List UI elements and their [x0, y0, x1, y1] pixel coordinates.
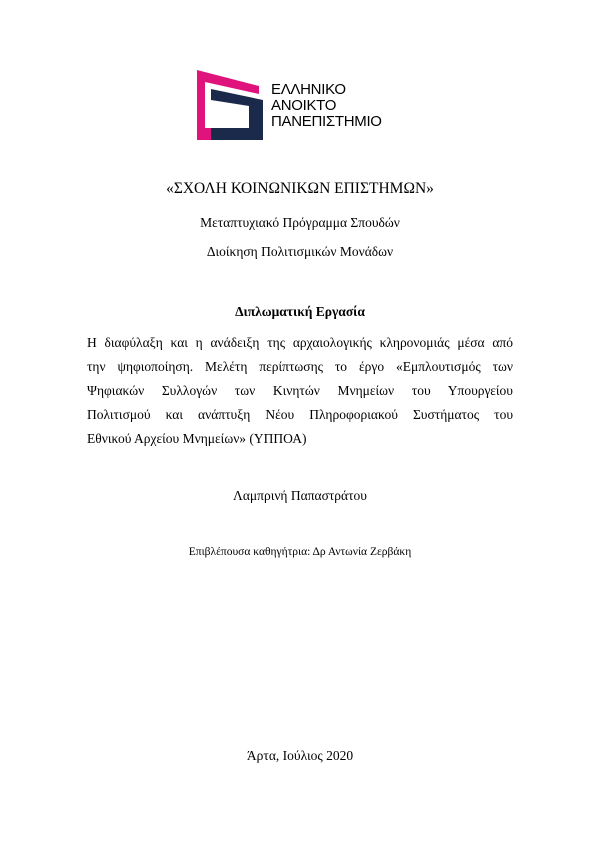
- university-logo-mark-icon: [197, 70, 267, 140]
- thesis-title-line-1: Η διαφύλαξη και η ανάδειξη της αρχαιολογικής κληρονομιάς μέσα από: [87, 335, 513, 350]
- place-and-date: Άρτα, Ιούλιος 2020: [246, 748, 354, 763]
- logo-magenta-bar: [197, 128, 211, 140]
- author-name: Λαμπρινή Παπαστράτου: [233, 488, 367, 503]
- university-name-line-1: ΕΛΛΗΝΙΚΟ: [271, 81, 346, 98]
- thesis-title-line-3: Ψηφιακών Συλλογών των Κινητών Μνημείων του Υπουργείου: [87, 383, 513, 398]
- program-direction: Διοίκηση Πολιτισμικών Μονάδων: [206, 244, 394, 259]
- thesis-title-line-2: την ψηφιοποίηση. Μελέτη περίπτωσης το έργο «Εμπλουτισμός των: [87, 359, 513, 374]
- thesis-title: [87, 331, 513, 451]
- university-name: [271, 82, 382, 130]
- university-logo: [197, 70, 397, 140]
- supervisor: Επιβλέπουσα καθηγήτρια: Δρ Αντωνία Ζερβάκη: [188, 546, 412, 558]
- thesis-title-line-5: Εθνικού Αρχείου Μνημείων» (ΥΠΠΟΑ): [87, 431, 307, 446]
- program-name: Μεταπτυχιακό Πρόγραμμα Σπουδών: [200, 215, 400, 230]
- school-name: «ΣΧΟΛΗ ΚΟΙΝΩΝΙΚΩΝ ΕΠΙΣΤΗΜΩΝ»: [166, 180, 434, 197]
- university-name-line-2: ΑΝΟΙΚΤΟ: [271, 97, 337, 114]
- university-name-line-3: ΠΑΝΕΠΙΣΤΗΜΙΟ: [271, 113, 382, 130]
- thesis-title-line-4: Πολιτισμού και ανάπτυξη Νέου Πληροφοριακού Συστήματος του: [87, 407, 513, 422]
- thesis-label: Διπλωματική Εργασία: [235, 304, 365, 319]
